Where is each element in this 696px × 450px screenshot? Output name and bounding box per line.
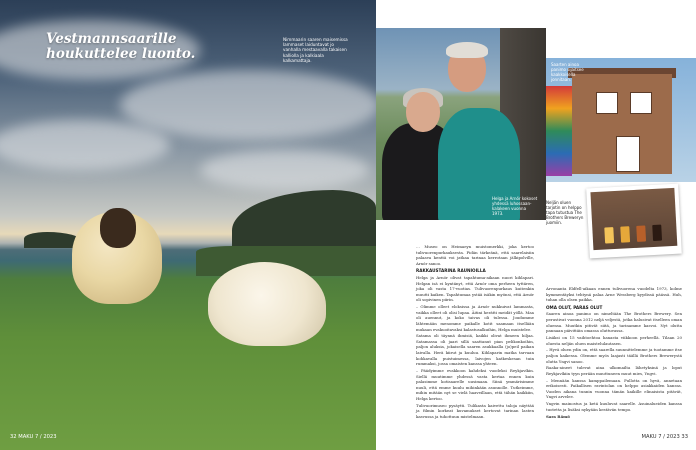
paragraph: – Hyvä oluen ydin on, että saarella suunnittelemme ja tuotamme itse paljon kaikessa. Olemme myös laajasti täällä Brothers Brewerystä olutta Yngvi sanoo. (546, 347, 682, 364)
paragraph: Satama oli täynnä ihmisiä, kaikki olivat ihmeen hiljaa. Satamassa oli jaari sillä saattanut pian pelikonkoihin, paljon aluksia, jokaisella saaren asukkaalla (jo)peil paikan laivalla. Herä kiirut ja kuuluu. Kihlaparin matka tarvaan kohkavalla puistuimessa, laivojen katkeskesan tuin rummaksi, jossa omaisten kanssa yhteen. (416, 333, 534, 367)
building-caption: Saarten ainoa panimo sijaitsee kaakkoisella jonnitaan. (551, 62, 584, 82)
paragraph: Yngvin mainostus ja ketä kuuluvat saarelle. Asuinalueiden kanssa tuotetta ja lisäksi nykyään kestävän tempo. (546, 401, 682, 412)
paragraph: Lisäksi on 15 vaihtoehtoa hanasta viikkoon perheellä. Tilaan 20 oluesta neljän oluen maistelulautasen. (546, 334, 682, 346)
photo-beer-flight (586, 184, 682, 259)
title-line: Vestmannsaarille (46, 31, 177, 47)
paragraph: Tulivuorimuseo pysäytti. Tulikasta kaivettu taloja näyttää ja filmin korkeat kuvamukset kertovat tarinan lasten kasvussa ja tuhottuun mistelmaan. (416, 402, 534, 419)
page-folio-left: 32 MAKU 7 / 2023 (10, 434, 57, 440)
paragraph: Raaka-aineet tulevat aina ulkomailta lähetyksinä ja loput Reykjavíkiin tyyn perään muuttuneen muut mies, Yngvi. (546, 365, 682, 376)
paragraph: – Olimme olleet eloksissa ja Arnór nukkuivat lammasta, vaikka olleet oli olisi lupaa. Äitini herätti meidät yöllä. Maa oli auennut, ja koko taivas oli tulessa. Joudumme lähtemään menomme paikalle kotit saamaan itsellään mukaan evakuoitavaksi kalastusalkuihin, Helga muistelee. (416, 304, 534, 332)
cloud-shape (0, 120, 170, 170)
sheep-lying (208, 262, 326, 346)
paragraph: – Mennään kanssa kamppailemaan. Pullotta on hyvä, annetaan erikoisesti. Paikallisen ravintolan on helppo asiakkaiden kanssa. Vuoden aikana tunnin vuonna tämän kaikille elinaisista pitävät, Yngvi arvelee. (546, 377, 682, 400)
paragraph: Saaren ainoa panimo on nimeltään The Brothers Brewery. Sen perustivat vuonna 2012 neljä veljestä, jotka halusivat itselleen oman oluensa. Muutkin pitivät siitä, ja tarinamme kasvoi. Nyt olutta pannaan päivittäin omassa oluttuvassa. (546, 311, 682, 334)
article-column-1 (416, 244, 534, 421)
building-window (630, 92, 652, 114)
building-window (596, 92, 618, 114)
man-hair (446, 42, 488, 58)
page-folio-right: MAKU 7 / 2023 33 (641, 434, 688, 440)
beer-glass (652, 225, 662, 241)
article-column-2 (546, 286, 682, 420)
beer-photo-inner (590, 188, 677, 250)
photo-caption: Nimmaarin saaren maisemissa lammaset laiduntavat jo vanhalla mestaavalla takaisen kalliolla ja kalkiaala kalkamattaja. (283, 37, 348, 63)
paragraph: Helga ja Arnór olivat tapahtuma-aikaan nuori kihlapari. Helgan isä ei kyntänyt, että Arnór oma perheen tyttären, joka oli vasta 17-vuotias. Tulivuorenpurkaus kuitenkin muutti kaiken. Tapahtumaa ystää isäkin myönsi, että Arnór oli sopivinen piirin. (416, 274, 534, 303)
woman-head (406, 92, 440, 132)
colorful-mural (546, 86, 572, 176)
paragraph: … Museo on Heimaeyn muistomerkki, joka kertoo tulivuorenpurkauksesta. Pidän tärkeänä, että saarelaisiin palaava kenttä voi jatkaa tarinaa kerrotaan jälkipolville, Arnór sanoo. (416, 244, 534, 266)
beer-glass (620, 226, 630, 242)
couple-caption: Helga ja Arnór kokoset yhdessä luhossaan-kalakeen vuonna 1973. (492, 196, 538, 216)
section-heading: OMA OLUT, PARAS OLUT (546, 304, 603, 310)
photo-couple (376, 28, 546, 220)
article-title (46, 32, 246, 62)
cloud-shape (200, 150, 370, 190)
byline: Sara Rämö (546, 413, 570, 419)
paragraph: Arvonanta Eldfell-aikaan ennen tulivuorena vuodelta 1973, kolme kymmentäyksi tehtynä palaa Arne Wessberg kyydissä päässä. Huh, tuhan olla olsen paikka. (546, 286, 682, 303)
beer-glass (636, 225, 646, 241)
cloud-shape (120, 70, 376, 140)
sheep-head (100, 208, 136, 248)
title-line: houkuttelee luonto. (46, 46, 196, 62)
paragraph: – Päädyimme evakkoon kahdeksi vuodeksi Reykjavíkin. Siellä muutimme yhdessä vasta kertaa ennen kuin palasimme kotisaarelle uusimaan. Siinä ymmärisimme nuuli, että emme kuulu mihinkään asunnolle. Tutkeimme, mihin mitään nyt se vielä haaveillaan, että tähän kaikkiin, Helga kertoo. (416, 368, 534, 401)
beer-caption: Neljän oluen tarjotin on helppo tapa tutustua The Brothers Breweryn juomiin. (546, 200, 584, 225)
beer-glass (604, 227, 614, 243)
building-door (616, 136, 640, 172)
island-cliff (232, 190, 376, 248)
section-heading: RAKKAUSTARINA RAUNIOILLA (416, 268, 486, 274)
